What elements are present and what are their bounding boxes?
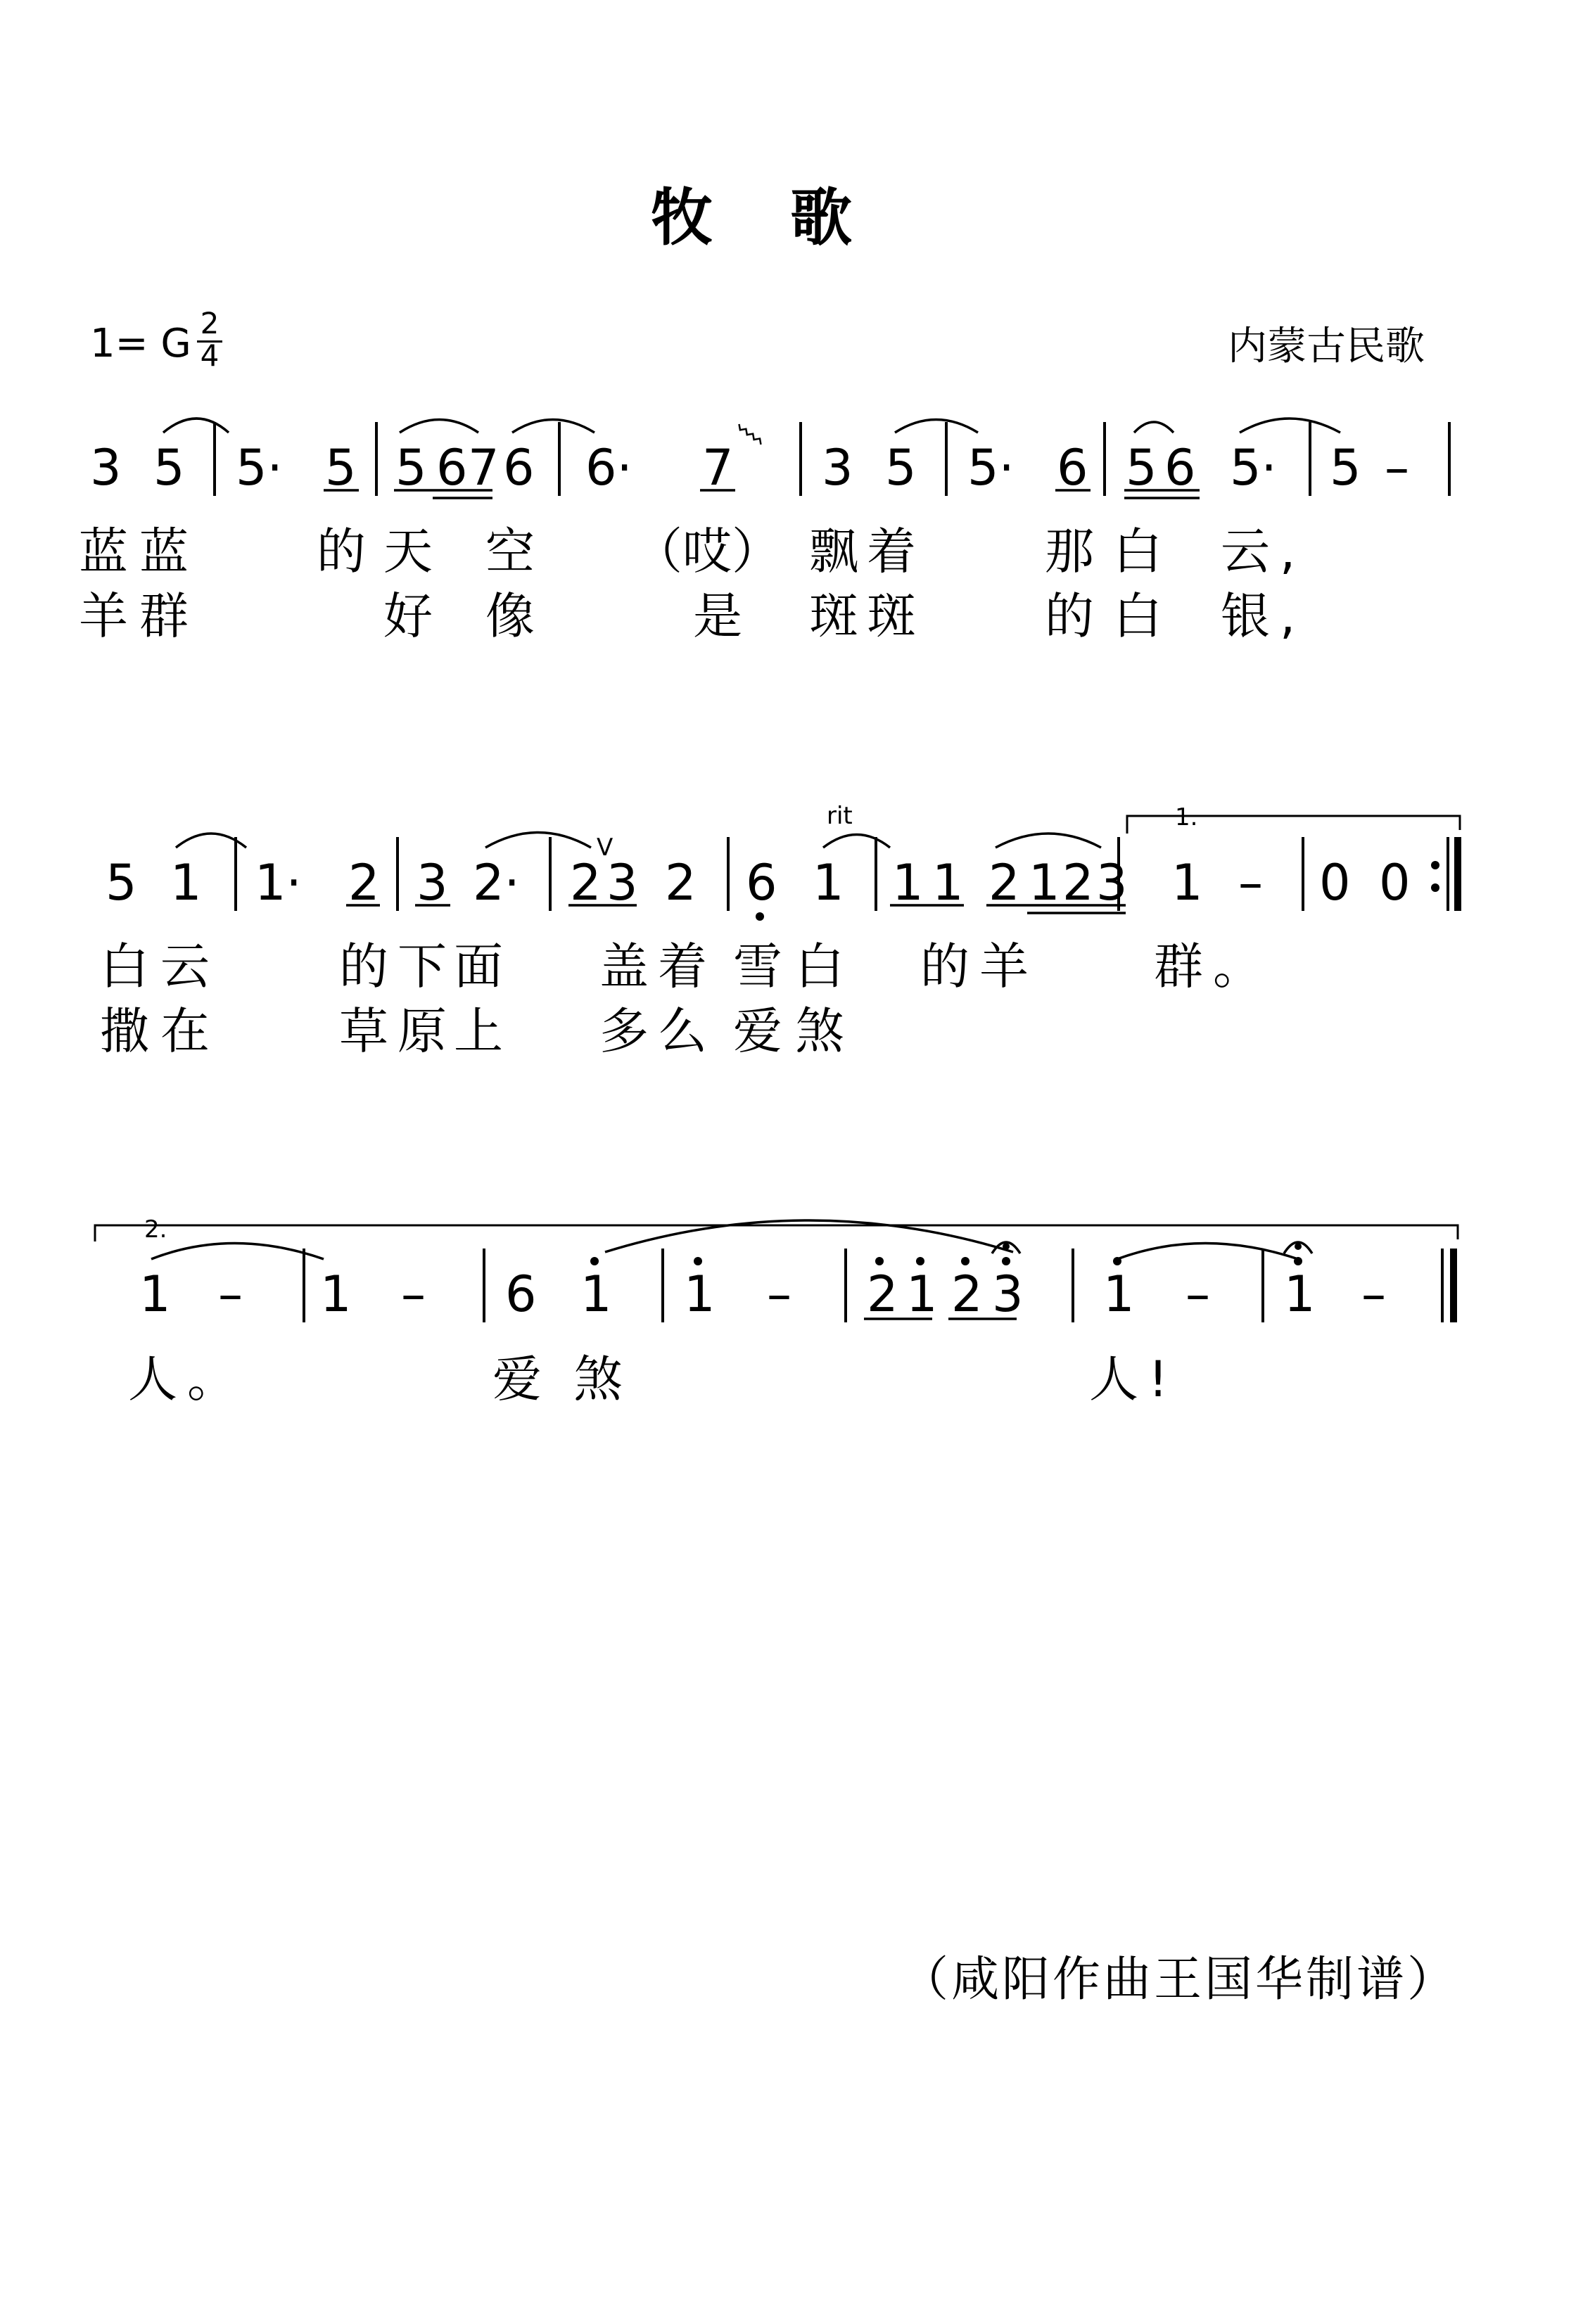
lyric: 盖: [599, 938, 659, 995]
note: 5: [885, 439, 917, 497]
note: –: [1185, 1265, 1210, 1323]
lyric: 原: [398, 1002, 457, 1060]
lyric: 羊: [79, 587, 138, 645]
note: 6: [1164, 439, 1196, 497]
note: 1: [170, 854, 202, 912]
note: 1: [932, 854, 964, 912]
lyric: 的: [920, 938, 979, 995]
key-signature: 1= G: [90, 321, 191, 366]
lyric: 上: [454, 1002, 513, 1060]
lyric: 斑: [867, 587, 926, 645]
lyric: 好: [383, 587, 443, 645]
lyric: 斑: [809, 587, 868, 645]
lyric: 群: [139, 587, 198, 645]
note: –: [767, 1265, 792, 1323]
lyric: 爱: [733, 1002, 792, 1060]
lyric: 面: [454, 938, 513, 995]
note: 1: [1284, 1265, 1316, 1323]
lyric: 撒: [100, 1002, 159, 1060]
ending-2-label: 2.: [144, 1215, 167, 1244]
note: –: [218, 1265, 243, 1323]
note: –: [1361, 1265, 1386, 1323]
lyric: 云: [160, 938, 220, 995]
note: 2·: [473, 854, 520, 912]
note: 3: [606, 854, 638, 912]
lyric: 白: [795, 938, 854, 995]
note: –: [1238, 854, 1263, 912]
lyric: 像: [485, 587, 545, 645]
note: 3: [417, 854, 448, 912]
note: 3: [90, 439, 122, 497]
lyric: 煞: [795, 1002, 854, 1060]
lyric: 在: [160, 1002, 220, 1060]
note: 2: [867, 1265, 898, 1323]
note: 1: [1171, 854, 1203, 912]
note: 6: [503, 439, 535, 497]
song-title: 牧歌: [651, 181, 930, 254]
lyric: 羊: [979, 938, 1038, 995]
lyric: 群。: [1154, 938, 1272, 995]
note: 1: [892, 854, 924, 912]
note: –: [401, 1265, 426, 1323]
note: 1: [813, 854, 844, 912]
lyric: 白: [1113, 587, 1172, 645]
attribution: 内蒙古民歌: [1228, 324, 1425, 369]
note: 1: [1029, 854, 1060, 912]
note: 3: [992, 1265, 1024, 1323]
note: 3: [822, 439, 853, 497]
note: 5: [106, 854, 137, 912]
ending-1-label: 1.: [1175, 803, 1198, 831]
note: 1: [139, 1265, 171, 1323]
lyric: 的: [317, 523, 376, 580]
note: 6: [1057, 439, 1088, 497]
note: 7: [468, 439, 500, 497]
note: 5·: [236, 439, 283, 497]
note: 5: [1126, 439, 1157, 497]
rit-mark: rit: [827, 802, 853, 830]
note: 5·: [1230, 439, 1277, 497]
note: 2: [951, 1265, 983, 1323]
note: 0: [1379, 854, 1411, 912]
note: 6: [436, 439, 468, 497]
note: 1: [684, 1265, 716, 1323]
lyric: 着: [867, 523, 926, 580]
note: 5·: [967, 439, 1015, 497]
note: 2: [570, 854, 602, 912]
note: 3: [1096, 854, 1128, 912]
note: 6·: [585, 439, 632, 497]
lyric: 多: [599, 1002, 659, 1060]
lyric: 云,: [1221, 523, 1306, 580]
lyric: 草: [339, 1002, 398, 1060]
lyric: 白: [100, 938, 159, 995]
note: 1: [906, 1265, 938, 1323]
lyric: 飘: [809, 523, 868, 580]
note: 2: [665, 854, 697, 912]
note: 5: [325, 439, 357, 497]
note: 6: [505, 1265, 537, 1323]
note: –: [1385, 439, 1409, 497]
lyric: 白: [1113, 523, 1172, 580]
transcriber-credit: （咸阳作曲王国华制谱）: [901, 1952, 1458, 2007]
lyric: 银,: [1221, 587, 1306, 645]
lyric: 么: [658, 1002, 717, 1060]
lyric: 蓝: [79, 523, 138, 580]
lyric: 是: [693, 587, 752, 645]
note: 1: [580, 1265, 612, 1323]
lyric: 的: [1045, 587, 1104, 645]
lyric: 人。: [128, 1351, 246, 1408]
note: 5: [1330, 439, 1361, 497]
lyric: 煞: [573, 1351, 632, 1408]
note: 2: [1062, 854, 1094, 912]
time-signature-denominator: 4: [200, 338, 220, 373]
note: 2: [348, 854, 380, 912]
breath-mark: V: [597, 834, 614, 862]
note: 1: [1103, 1265, 1135, 1323]
lyric: 爱: [492, 1351, 552, 1408]
note: 1·: [255, 854, 302, 912]
lyric: 人!: [1089, 1351, 1178, 1408]
lyric: 空: [485, 523, 545, 580]
lyric: 蓝: [139, 523, 198, 580]
note: 6: [746, 854, 777, 912]
note: 2: [988, 854, 1020, 912]
lyric: 那: [1045, 523, 1104, 580]
lyric: 着: [658, 938, 717, 995]
lyric: 下: [398, 938, 457, 995]
lyric: 天: [383, 523, 443, 580]
note: 5: [153, 439, 185, 497]
lyric: （哎）: [633, 523, 781, 580]
note: 0: [1319, 854, 1351, 912]
note: 1: [320, 1265, 352, 1323]
time-signature-numerator: 2: [200, 306, 220, 340]
lyric: 雪: [733, 938, 792, 995]
note: 5: [395, 439, 427, 497]
note: 7: [702, 439, 734, 497]
lyric: 的: [339, 938, 398, 995]
